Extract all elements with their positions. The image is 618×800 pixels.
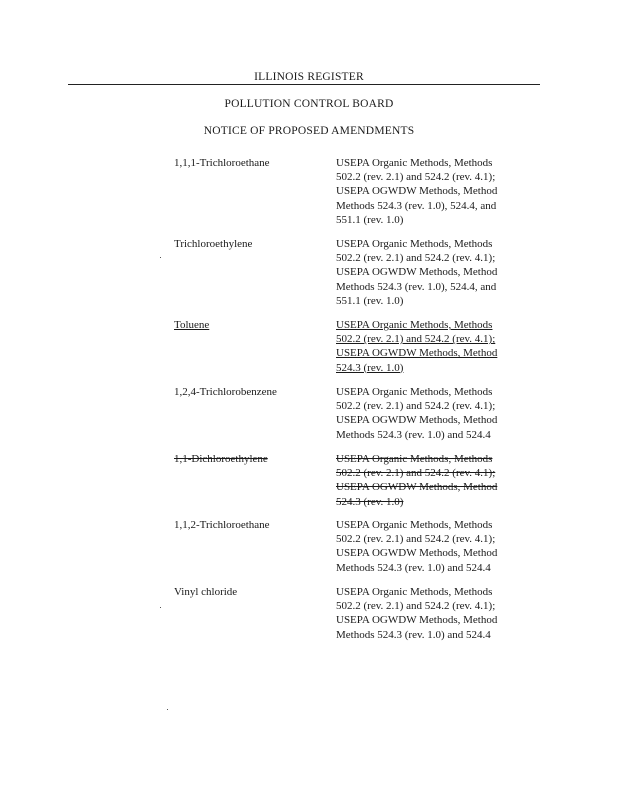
method-line: USEPA Organic Methods, Methods [336, 386, 493, 398]
method-line: USEPA OGWDW Methods, Method [336, 185, 498, 198]
chemical-name: 1,1,2-Trichloroethane [174, 519, 270, 531]
method-line: 502.2 (rev. 2.1) and 524.2 (rev. 4.1); [336, 252, 496, 265]
method-text [336, 385, 536, 442]
method-line: USEPA Organic Methods, Methods [336, 453, 493, 465]
chemical-name: Vinyl chloride [174, 586, 238, 598]
chemical-name: 1,1,1-Trichloroethane [174, 157, 270, 169]
method-line: USEPA Organic Methods, Methods [336, 319, 493, 331]
method-line: USEPA Organic Methods, Methods [336, 238, 493, 250]
method-line: 524.3 (rev. 1.0) [336, 361, 404, 374]
method-line: Methods 524.3 (rev. 1.0), 524.4, and [336, 199, 497, 212]
method-line: USEPA OGWDW Methods, Method [336, 266, 498, 279]
method-line: USEPA OGWDW Methods, Method [336, 347, 498, 360]
method-line: 551.1 (rev. 1.0) [336, 294, 404, 307]
method-line: 502.2 (rev. 2.1) and 524.2 (rev. 4.1); [336, 467, 496, 480]
header-rule [68, 84, 540, 85]
method-text [336, 237, 536, 308]
method-text [336, 318, 536, 375]
method-line: 502.2 (rev. 2.1) and 524.2 (rev. 4.1); [336, 600, 496, 613]
method-line: Methods 524.3 (rev. 1.0) and 524.4 [336, 561, 491, 574]
method-line: 502.2 (rev. 2.1) and 524.2 (rev. 4.1); [336, 400, 496, 413]
method-line: USEPA OGWDW Methods, Method [336, 414, 498, 427]
method-line: 524.3 (rev. 1.0) [336, 495, 404, 508]
method-line: USEPA Organic Methods, Methods [336, 519, 493, 531]
method-text [336, 518, 536, 575]
method-line: USEPA OGWDW Methods, Method [336, 614, 498, 627]
chemical-name: Toluene [174, 319, 210, 331]
notice-title: NOTICE OF PROPOSED AMENDMENTS [203, 125, 415, 137]
scan-speck [167, 709, 168, 710]
method-line: 502.2 (rev. 2.1) and 524.2 (rev. 4.1); [336, 333, 496, 346]
register-title: ILLINOIS REGISTER [254, 71, 364, 83]
method-line: Methods 524.3 (rev. 1.0) and 524.4 [336, 628, 491, 641]
method-line: Methods 524.3 (rev. 1.0) and 524.4 [336, 428, 491, 441]
chemical-name: 1,1-Dichloroethylene [174, 453, 268, 465]
chemical-name: 1,2,4-Trichlorobenzene [174, 386, 277, 398]
method-line: 502.2 (rev. 2.1) and 524.2 (rev. 4.1); [336, 171, 496, 184]
method-line: USEPA OGWDW Methods, Method [336, 481, 498, 494]
board-title: POLLUTION CONTROL BOARD [224, 98, 394, 110]
scan-speck [160, 607, 161, 608]
chemical-name: Trichloroethylene [174, 238, 253, 250]
scan-speck [160, 257, 161, 258]
method-line: USEPA Organic Methods, Methods [336, 157, 493, 169]
method-line: 551.1 (rev. 1.0) [336, 213, 404, 226]
method-line: USEPA Organic Methods, Methods [336, 586, 493, 598]
method-line: 502.2 (rev. 2.1) and 524.2 (rev. 4.1); [336, 533, 496, 546]
method-text [336, 156, 536, 227]
method-text [336, 452, 536, 509]
method-line: Methods 524.3 (rev. 1.0), 524.4, and [336, 280, 497, 293]
method-line: USEPA OGWDW Methods, Method [336, 547, 498, 560]
method-text [336, 585, 536, 642]
